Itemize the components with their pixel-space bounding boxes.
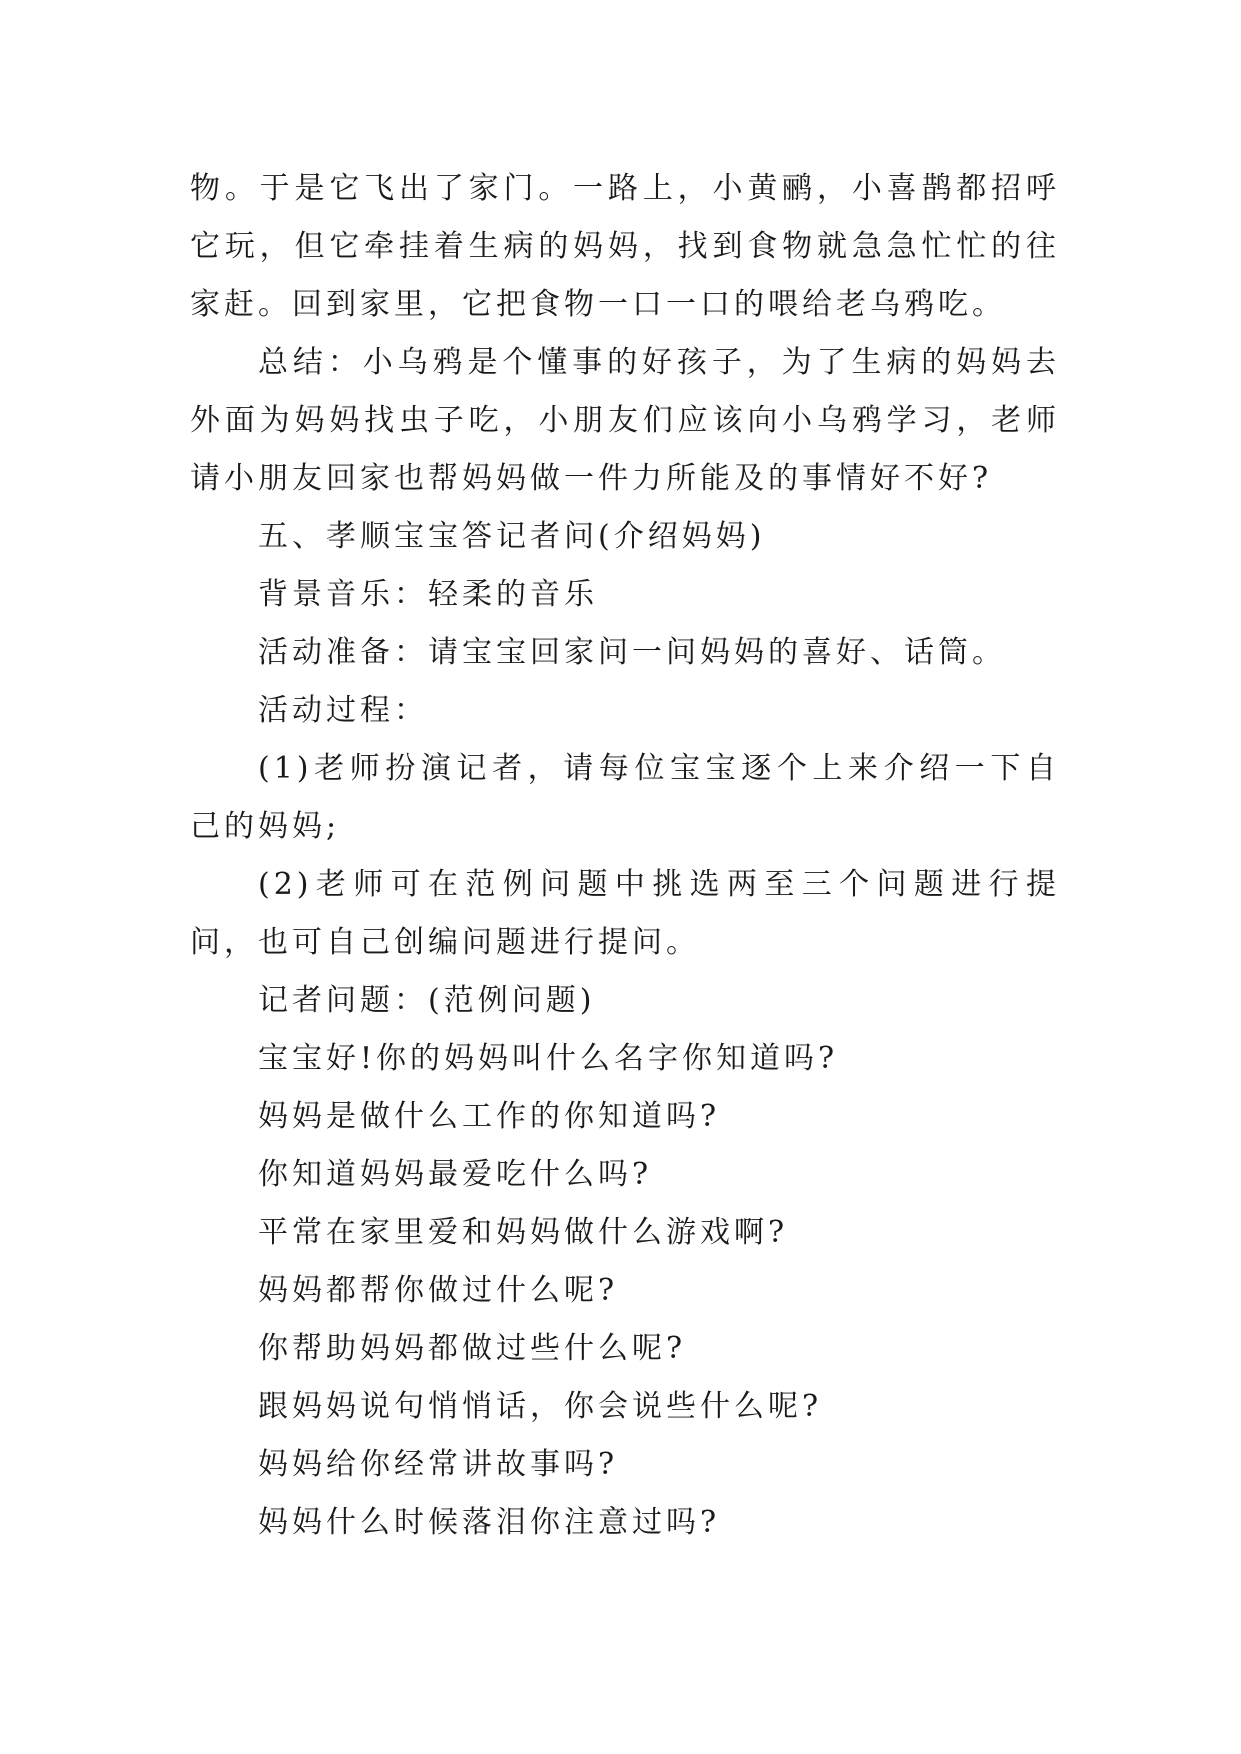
question-item: 妈妈什么时候落泪你注意过吗? [258, 1505, 721, 1540]
question-item: 跟妈妈说句悄悄话，你会说些什么呢? [258, 1389, 823, 1424]
question-item: 你帮助妈妈都做过些什么呢? [258, 1331, 687, 1366]
question-item: 平常在家里爱和妈妈做什么游戏啊? [258, 1215, 789, 1250]
paragraph-activity-prep: 活动准备：请宝宝回家问一问妈妈的喜好、话筒。 [258, 635, 1006, 670]
paragraph-step-1: (1)老师扮演记者，请每位宝宝逐个上来介绍一下自己的妈妈; [190, 751, 1060, 844]
question-item: 你知道妈妈最爱吃什么吗? [258, 1157, 653, 1192]
paragraph-background-music: 背景音乐：轻柔的音乐 [258, 577, 598, 612]
paragraph-summary: 总结：小乌鸦是个懂事的好孩子，为了生病的妈妈去外面为妈妈找虫子吃，小朋友们应该向小乌鸦学习，老师请小朋友回家也帮妈妈做一件力所能及的事情好不好? [190, 345, 1060, 496]
paragraph-step-2: (2)老师可在范例问题中挑选两至三个问题进行提问，也可自己创编问题进行提问。 [190, 867, 1060, 960]
paragraph-story-end: 物。于是它飞出了家门。一路上，小黄鹂，小喜鹊都招呼它玩，但它牵挂着生病的妈妈，找到食物就急急忙忙的往家赶。回到家里，它把食物一口一口的喂给老乌鸦吃。 [190, 171, 1060, 322]
document-body [190, 160, 1060, 1552]
paragraph-activity-process: 活动过程： [258, 693, 428, 728]
question-item: 妈妈是做什么工作的你知道吗? [258, 1099, 721, 1134]
question-item: 妈妈给你经常讲故事吗? [258, 1447, 619, 1482]
paragraph-reporter-questions: 记者问题：(范例问题) [258, 983, 596, 1018]
section-heading-5: 五、孝顺宝宝答记者问(介绍妈妈) [258, 519, 766, 554]
question-item: 妈妈都帮你做过什么呢? [258, 1273, 619, 1308]
question-item: 宝宝好!你的妈妈叫什么名字你知道吗? [258, 1041, 839, 1076]
